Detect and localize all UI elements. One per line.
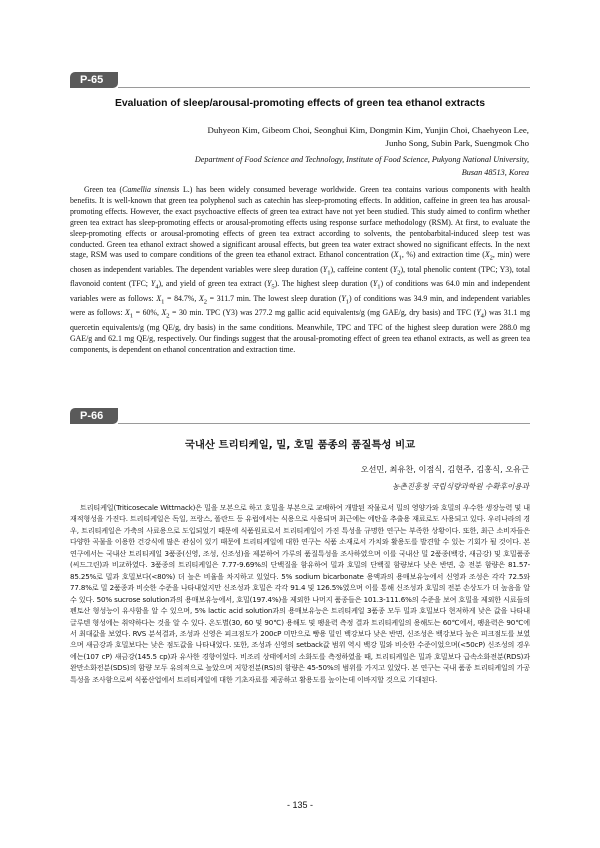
affiliation-line-1: Department of Food Science and Technology, Institute of Food Science, Pukyong National University, [194, 155, 529, 164]
abstract-ko: 트리티케일(Triticosecale Wittmack)은 밀을 모본으로 하고 호밀을 부본으로 교배하여 개발된 작물로서 밀의 영양가와 호밀의 우수한 생장능력 및 내재적형성을 가진다. 트리티케일은 독일, 프랑스, 폴란드 등 유럽에서는 식용으로 사용되며 최근에는 에탄올 추출용 재료로도 사용되고 있다. 우리나라의 경우, 트리티케일은 가축의 사료용으로 도입되었기 때문에 식품원료로서 트리티케일이 가진 특성을 규명한 연구는 부족한 상황이다. 또한, 최근 소비자들은 다양한 곡물을 이용한 건강식에 많은 관심이 있기 때문에 트리티케일에 대한 연구는 식품 소재로서 가치와 활용도를 발견할 수 있는 기회가 될 것이다. 본 연구에서는 국내산 트리티케일 3품종(신영, 조성, 신조성)을 제분하여 가루의 품질특성을 조사하였으며 이를 국내산 밀 2품종(백강, 새금강) 및 호밀품종(씨드그린)과 비교하였다. 3품종의 트리티케일은 7.77-9.69%의 단백질을 함유하여 밀과 호밀의 단백질 함량보다 낮은 반면, 총 전분 함량은 81.57-85.25%로 밀과 호밀보다(<80%) 더 높은 비율을 차지하고 있었다. 5% sodium bicarbonate 용액과의 용매보유능에서 신영과 조성은 각각 72.5와 77.8%로 밀 2품종과 비슷한 수준을 나타내었지만 신조성과 호밀은 각각 91.4 및 126.5%였으며 이를 통해 신조성과 호밀의 전분 손상도가 더 높음을 알 수 있다. 50% sucrose solution과의 용매보유능에서, 호밀(197.4%)을 제외한 나머지 품종들은 101.3-111.6%의 수준을 보여 호밀을 제외한 시료들의 펜토산 형성능이 유사함을 알 수 있으며, 5% lactic acid solution과의 용매보유능은 트리티케일 3품종 모두 밀과 호밀보다 현저하게 낮은 값을 나타내 글루텐 형성에는 취약하다는 것을 알 수 있다. 온도별(30, 60 및 90℃) 용해도 및 팽윤력 측정 결과 트리티케일의 용해도는 60℃에서, 팽윤력은 90℃에서 최대값을 보였다. RVS 분석결과, 조성과 신영은 피크점도가 200cP 미만으로 빵용 밀인 백강보다 낮은 반면, 신조성은 백강보다 높은 피크점도를 보였으며 새금강과 호밀보다는 낮은 점도값을 나타내었다. 또한, 조성과 신영의 setback값 범위 역시 백강 밀와 비슷한 수준이었으며(<50cP) 신조성의 경우에는(107 cP) 새금강(145.5 cp)과 유사한 경향이었다. 비조리 상태에서의 소화도를 측정하였을 때, 트리티케일은 밀과 호밀보다 급속소화전분(RDS)과 완만소화전분(SDS)의 함량 모두 유의적으로 높았으며 저항전분(RS)의 함량은 45-50%의 범위를 가지고 있었다. 본 연구는 국내 품종 트리티케일의 가공특성을 조사함으로써 식품산업에서 트리티케일에 대한 기초자료를 제공하고 활용도를 높이는데 이바지할 것으로 기대된다. [70, 503, 530, 684]
badge-rule-p65 [118, 87, 530, 88]
paper-title-en: Evaluation of sleep/arousal-promoting effects of green tea ethanol extracts [114, 98, 486, 109]
badge-rule-p66 [118, 423, 530, 424]
paper-title-ko: 국내산 트리티케일, 밀, 호밀 품종의 품질특성 비교 [184, 439, 416, 451]
author-line-2: Junho Song, Subin Park, Suengmok Cho [385, 138, 529, 148]
page-number: - 135 - [286, 800, 313, 810]
affiliation-en [69, 153, 529, 179]
affiliation-line-2: Busan 48513, Korea [461, 168, 529, 177]
author-list-en [109, 124, 529, 150]
affiliation-ko: 농촌진흥청 국립식량과학원 수확후이용과 [392, 482, 529, 491]
section-badge-p65: P-65 [70, 72, 118, 88]
author-line-1: Duhyeon Kim, Gibeom Choi, Seonghui Kim, Dongmin Kim, Yunjin Choi, Chaehyeon Lee, [207, 125, 529, 135]
abstract-en: Green tea (Camellia sinensis L.) has been widely consumed beverage worldwide. Green tea contains various components with health benefits. It is well-known that green tea polyphenol such as catechin has sleep-promoting effects. In addition, caffeine in green tea has arousal-promoting effects. However, the exact psychoactive effects of green tea extract have not yet been studied. This study aimed to confirm whether green tea extract has sleep-promoting effects or arousal-promoting effects using response surface methodology (RSM). At first, to evaluate the sleep-promoting effects or arousal-promoting effects of green tea extract according to solvents, the pentobarbital-induced sleep test was conducted. Green tea ethanol extract showed a significant arousal effects, but green tea water extract showed no significant effects. In the next stage, RSM was used to compare conditions of the green tea ethanol extract. Ethanol concentration ($X_1$, %) and extraction time ($X_2$, min) were chosen as independent variables. The dependent variables were sleep duration $(Y_1)$, caffeine content $(Y_2)$, total phenolic content (TPC; Y3), total flavonoid content (TFC; $Y_4$), and yield of green tea extract $(Y_5)$. The highest sleep duration $(Y_1)$ of conditions was 64.0 min and independent variables were as follows: $X_1 = 84.7\%$, $X_2 = 311.7$ min. The lowest sleep duration $(Y_1)$ of conditions was 34.9 min, and independent variables were as follows: $X_1 = 60\%$, $X_2 = 30$ min. TPC (Y3) was 277.2 mg gallic acid equivalents/g (mg GAE/g, dry basis) and TFC $(Y_4)$ was 31.1 mg quercetin equivalents/g (mg QE/g, dry basis) in the same conditions. Meanwhile, TPC and TFC of the highest sleep duration were 288.0 mg GAE/g and 62.1 mg QE/g, respectively. Our findings suggest that the arousal-promoting effect of green tea ethanol extracts, as well as green tea components, is dependent on ethanol concentration and extraction time. [70, 185, 531, 354]
section-badge-p66: P-66 [70, 408, 118, 424]
author-list-ko: 오선민, 최유찬, 이점식, 김현주, 김홍식, 오유근 [360, 464, 529, 474]
